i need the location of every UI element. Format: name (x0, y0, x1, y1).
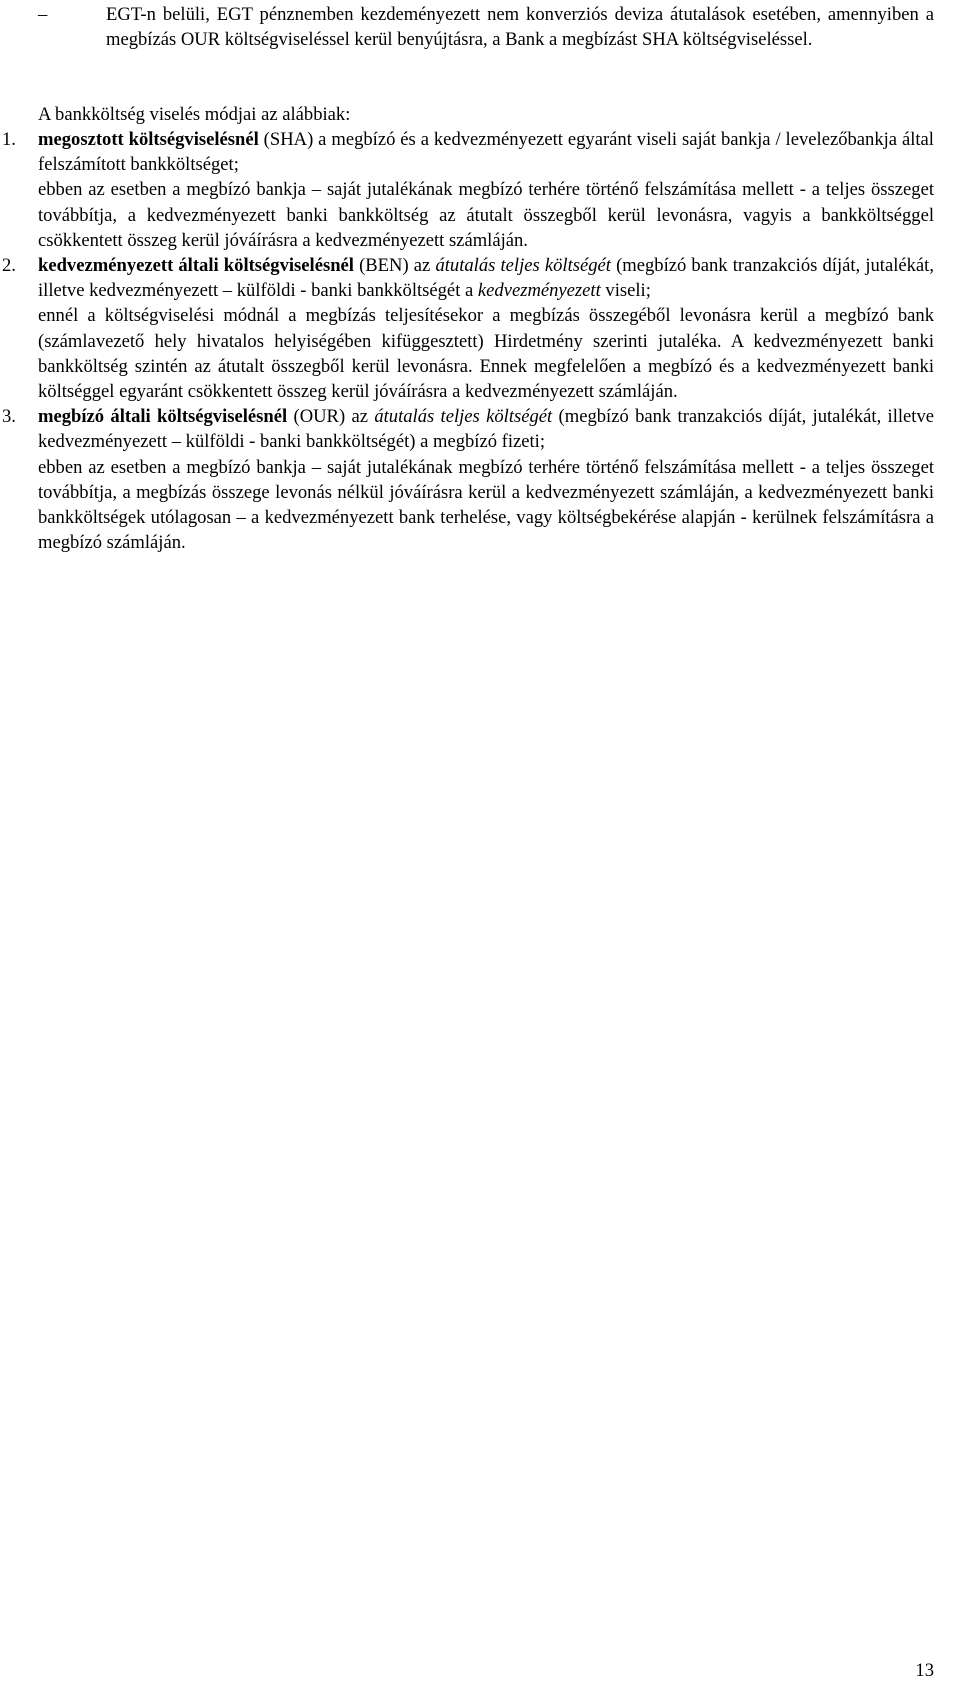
item-text: (SHA) a megbízó és a kedvezményezett egyaránt viseli saját bankja / levelezőbankja által felszámított bankköltséget; (38, 129, 934, 176)
item-term: megbízó általi költségviselésnél (38, 406, 288, 428)
item-paragraph-2: ebben az esetben a megbízó bankja – saját jutalékának megbízó terhére történő felszámítása mellett - a teljes összeget továbbítja, a kedvezményezett banki bankköltség az átutalt összegből kerül levonásra, vagyis a bankköltséggel csökkentett összeg kerül jóváírásra a kedvezményezett számláján. (38, 179, 934, 251)
item-paragraph-2: ennél a költségviselési módnál a megbízás teljesítésekor a megbízás összegéből levonásra kerül a megbízó bank (számlavezető hely hivatalos helyiségében kifüggesztett) Hirdetmény szerinti jutaléka. A kedvezményezett banki bankköltség szintén az átutalt összegből kerül levonásra. Ennek megfelelően a megbízó és a kedvezményezett banki költséggel egyaránt csökkentett összeg kerül jóváírásra a kedvezményezett számláján. (38, 305, 934, 403)
item-emphasis: átutalás teljes költségét (435, 255, 611, 277)
cost-bearing-list (0, 127, 960, 555)
item-paragraph-1 (38, 404, 934, 454)
item-paragraph-1 (38, 253, 934, 303)
item-paragraph-1 (38, 127, 934, 177)
dash-list-item (38, 2, 934, 52)
list-item-body (38, 253, 934, 404)
intro-line: A bankköltség viselés módjai az alábbiak: (38, 104, 351, 125)
list-number: 2. (2, 255, 16, 277)
item-text: (BEN) az (353, 255, 436, 277)
item-text: viseli; (600, 280, 651, 302)
item-paragraph-2: ebben az esetben a megbízó bankja – saját jutalékának megbízó terhére történő felszámítása mellett - a teljes összeget továbbítja, a megbízás összege levonás nélkül jóváírásra kerül a kedvezményezett számláján, a kedvezményezett banki bankköltségek utólagosan – a kedvezményezett bank terhelése, vagy költségbekérése alapján - kerülnek felszámításra a megbízó számláján. (38, 456, 934, 554)
list-item-sha (0, 127, 960, 253)
item-text: (OUR) az (287, 406, 375, 428)
page-number: 13 (915, 1660, 934, 1681)
dash-item-text: EGT-n belüli, EGT pénznemben kezdeményezett nem konverziós deviza átutalások esetében, amennyiben a megbízás OUR költségviseléssel kerül benyújtásra, a Bank a megbízást SHA költségviseléssel. (106, 4, 934, 51)
item-text: (megbízó bank tranzakciós díját, jutalékát, illetve kedvezményezett – külföldi - banki bankköltségét a (38, 255, 934, 302)
dash-bullet: – (38, 4, 48, 25)
item-text: (megbízó bank tranzakciós díját, jutalékát, illetve kedvezményezett – külföldi - banki bankköltségét) a megbízó fizeti; (38, 406, 935, 453)
list-number: 1. (2, 129, 16, 150)
list-item-our (0, 404, 960, 555)
item-term: megosztott költségviselésnél (38, 129, 259, 150)
list-item-body (38, 404, 934, 555)
list-number: 3. (2, 406, 16, 428)
list-item-ben (0, 253, 960, 404)
item-emphasis: átutalás teljes költségét (374, 406, 553, 428)
item-term: kedvezményezett általi költségviselésnél (38, 255, 354, 277)
list-item-body (38, 127, 934, 253)
item-emphasis: kedvezményezett (477, 280, 601, 302)
